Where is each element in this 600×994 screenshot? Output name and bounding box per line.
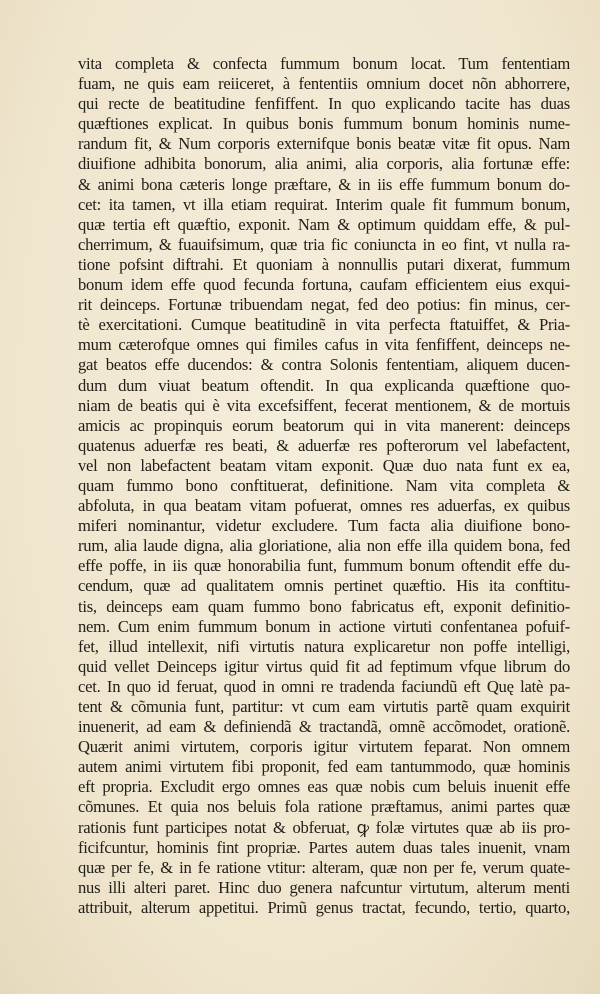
text-line: fet, illud intellexit, nifi virtutis natura explicaretur non poffe intelligi,	[78, 636, 570, 656]
text-line: fuam, ne quis eam reiiceret, à fententiis omnium docet nõn abhorrere,	[78, 74, 570, 94]
text-line: quam fummo bono conftituerat, definitione. Nam vita completa &	[78, 475, 570, 495]
text-line: randum fit, & Num corporis externifque bonis beatæ vitæ fit opus. Nam	[78, 134, 570, 154]
text-line: rit deinceps. Fortunæ tribuendam negat, fed deo potius: fin minus, cer-	[78, 295, 570, 315]
text-line: Quærit animi virtutem, corporis igitur virtutem feparat. Non omnem	[78, 737, 570, 757]
text-line: nus illi alteri paret. Hinc duo genera nafcuntur virtutum, alterum menti	[78, 877, 570, 897]
text-line: inuenerit, ad eam & definiendã & tractandã, omnẽ accõmodet, orationẽ.	[78, 717, 570, 737]
text-line: quæftiones explicat. In quibus bonis fummum bonum hominis nume-	[78, 114, 570, 134]
text-line: attribuit, alterum appetitui. Primũ genus tractat, fecundo, tertio, quarto,	[78, 897, 570, 917]
text-line: quæ per fe, & in fe ratione vtitur: alteram, quæ non per fe, verum quate-	[78, 857, 570, 877]
text-line: amicis ac propinquis eorum beatorum qui in vita manerent: deinceps	[78, 415, 570, 435]
text-line: autem animi virtutem fibi proponit, fed eam tantummodo, quæ hominis	[78, 757, 570, 777]
text-line: gat beatos effe ducendos: & contra Solonis fententiam, aliquem ducen-	[78, 355, 570, 375]
text-line: quæ tertia eft quæftio, exponit. Nam & optimum quiddam effe, & pul-	[78, 214, 570, 234]
text-line: bonum idem effe quod fecunda fortuna, caufam efficientem eius exqui-	[78, 275, 570, 295]
text-line: effe poffe, in iis quæ honorabilia funt, fummum bonum oftendit effe du-	[78, 556, 570, 576]
text-line: cet: ita tamen, vt illa etiam requirat. Interim quale fit fummum bonum,	[78, 194, 570, 214]
text-line: vita completa & confecta fummum bonum locat. Tum fententiam	[78, 54, 570, 73]
text-line: tione pofsint diftrahi. Et quoniam à nonnullis putari dixerat, fummum	[78, 254, 570, 274]
text-line: niam de beatis qui è vita excefsiffent, fecerat mentionem, & de mortuis	[78, 395, 570, 415]
text-line: dum dum viuat beatum oftendit. In qua explicanda quæftione quo-	[78, 375, 570, 395]
text-line: mum cæterofque omnes qui fimiles cafus in vita fenfiffent, deinceps ne-	[78, 335, 570, 355]
text-line: cendum, quæ ad qualitatem omnis pertinet quæftio. His ita conftitu-	[78, 576, 570, 596]
text-line: rum, alia laude digna, alia gloriatione, alia non effe illa quidem bona, fed	[78, 536, 570, 556]
text-line: qui recte de beatitudine fenfiffent. In quo explicando tacite has duas	[78, 94, 570, 114]
text-line: quid vellet Deinceps igitur virtus quid fit ad feptimum vfque librum do	[78, 656, 570, 676]
text-line: quatenus aduerfæ res beati, & aduerfæ res pofterorum vel labefactent,	[78, 435, 570, 455]
text-line: nem. Cum enim fummum bonum in actione virtuti confentanea pofuif-	[78, 616, 570, 636]
text-line: rationis funt participes notat & obferuat, ꝙ folæ virtutes quæ ab iis pro-	[78, 817, 570, 837]
text-line: vel non labefactent beatam vitam exponit. Quæ duo nata funt ex ea,	[78, 455, 570, 475]
text-line: cet. In quo id feruat, quod in omni re tradenda faciundũ eft Quę latè pa-	[78, 676, 570, 696]
text-line: & animi bona cæteris longe præftare, & in iis effe fummum bonum do-	[78, 174, 570, 194]
text-line: cõmunes. Et quia nos beluis fola ratione præftamus, animi partes quæ	[78, 797, 570, 817]
text-line: ficifcuntur, hominis fint propriæ. Partes autem duas tales inuenit, vnam	[78, 837, 570, 857]
text-line: cherrimum, & fuauifsimum, quæ tria fic coniuncta in eo fint, vt nulla ra-	[78, 234, 570, 254]
text-line: tis, deinceps eam quam fummo bono fabricatus eft, exponit definitio-	[78, 596, 570, 616]
text-block	[78, 54, 570, 918]
text-line: diuifione adhibita bonorum, alia animi, alia corporis, alia fortunæ effe:	[78, 154, 570, 174]
text-line: abfoluta, in qua beatam vitam pofuerat, omnes res aduerfas, ex quibus	[78, 496, 570, 516]
text-line: miferi nominantur, videtur excludere. Tum facta alia diuifione bono-	[78, 516, 570, 536]
text-line: eft propria. Excludit ergo omnes eas quæ nobis cum beluis inuenit effe	[78, 777, 570, 797]
text-line: tent & cõmunia funt, partitur: vt cum eam virtutis partẽ quam exquirit	[78, 697, 570, 716]
text-line: tè exercitationi. Cumque beatitudinẽ in vita perfecta ftatuiffet, & Pria-	[78, 315, 570, 335]
